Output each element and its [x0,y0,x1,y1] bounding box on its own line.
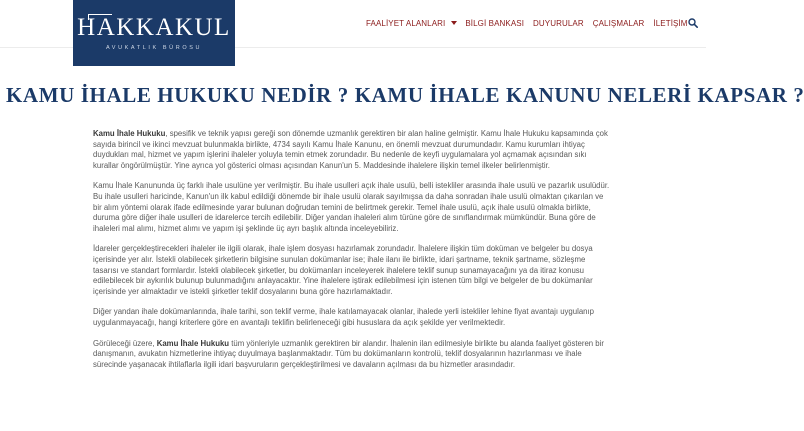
article-body [93,129,612,380]
chevron-down-icon[interactable] [451,21,457,25]
nav-item-bilgi-bankasi[interactable]: BİLGİ BANKASI [465,18,525,28]
site-logo[interactable] [73,0,235,66]
nav-item-calismalar[interactable]: ÇALIŞMALAR [592,18,645,28]
search-icon[interactable] [688,18,698,28]
page-title: KAMU İHALE HUKUKU NEDİR ? KAMU İHALE KANUNU NELERİ KAPSAR ? [6,83,804,107]
nav-item-iletisim[interactable]: İLETİŞİM [653,18,688,28]
nav-item-duyurular[interactable]: DUYURULAR [533,18,584,28]
bold-term: Kamu İhale Hukuku [93,129,166,138]
article-paragraph: Kamu İhale Hukuku, spesifik ve teknik yapısı gereği son dönemde uzmanlık gerektiren bir alan haline gelmiştir. Kamu İhale Hukuku kapsamında çok sayıda birincil ve ikinci mevzuat bulunmakla birlikte, 4734 sayılı Kamu İhale Kanunu, en önemli mevzuat durumundadır. Kamu kurumları ihtiyaç duydukları mal, hizmet ve yapım işlerini ihaleler yoluyla temin etmek zorundadır. Bu nedenle de keyfi uygulamalara yol açmamak açısından sıkı kurallar öngörülmüştür. Yine ayrıca yol gösterici olması açısından Kanun'un 5. Maddesinde ihalelere ilişkin temel ilkeler belirlenmiştir. [93,129,608,170]
article-paragraph: Kamu İhale Kanununda üç farklı ihale usulüne yer verilmiştir. Bu ihale usulleri açık ihale usulü, belli istekliler arasında ihale usulü ve pazarlık usulüdür. Bu ihale usulleri haricinde, Kanun'un ilk kabul edildiği dönemde bir ihale usulü olarak sayılmışsa da daha sonradan ihale usulü olmaktan çıkarılan ve bir alım yöntemi olarak ifade edilmesinde yarar bulunan doğrudan temini de belirtmek gerekir. Temel ihale usulü, açık ihale usulü olmakla birlikte, duruma göre diğer ihale usulleri de idarelerce tercih edilebilir. Diğer yandan ihaleleri alım türüne göre de sınıflandırmak mümkündür. Buna göre de ihaleleri mal alımı, hizmet alımı ve yapım işi şeklinde üç ayrı başlık altında inceleyebiliriz. [93,181,610,233]
bold-term: Kamu İhale Hukuku [156,338,230,348]
site-header [0,0,706,51]
article-paragraph: İdareler gerçekleştirecekleri ihaleler ile ilgili olarak, ihale işlem dosyası hazırlamak zorundadır. İhalelere ilişkin tüm doküman ve belgeler bu dosya içerisinde yer alır. İstekli olabilecek şirketlerin bilgisine sunulan dokümanlar ise; ihale ilanı ile birlikte, idari şartname, teknik şartname, sözleşme tasarısı ve standart formlardır. İstekli olabilecek şirketler, bu dokümanları inceleyerek ihalelere teklif sunup sunamayacağını ya da itiraz konusu edilebilecek bir aykırılık bulunup bulunmadığını anlayacaktır. Yine ihalelere iştirak edilebilmesi için istenen tüm bilgi ve belgeler de bu dokümanlar içerisinde yer almaktadır ve istekli şirketler teklif dosyalarını buna göre hazırlamaktadır. [93,244,593,296]
logo-name: HAKKAKUL [77,14,231,41]
logo-subtitle: AVUKATLIK BÜROSU [105,45,203,51]
main-nav [366,16,688,30]
nav-item-faaliyet-alanlari[interactable]: FAALİYET ALANLARI [366,18,446,28]
article-paragraph: Görüleceği üzere, Kamu İhale Hukuku tüm yönleriyle uzmanlık gerektiren bir alandır. İhalenin ilan edilmesiyle birlikte bu alanda faaliyet gösteren bir danışmanın, avukatın hizmetlerine ihtiyaç duyulmaya başlanmaktadır. Tüm bu dokümanların kontrolü, teklif dosyalarının hazırlanması ve ihale sürecinde yaşanacak ihtilaflarla ilgili idari başvuruların gerçekleştirilmesi ve davaların açılması da bu hizmetler arasındadır. [93,338,604,369]
article-paragraph: Diğer yandan ihale dokümanlarında, ihale tarihi, son teklif verme, ihale katılamayacak olanlar, ihalede yerli istekliler lehine fiyat avantajı uygulanıp uygulanmayacağı, hangi kriterlere göre en avantajlı teklifin belirleneceği gibi hususlara da açık şekilde yer verilmektedir. [93,307,595,327]
